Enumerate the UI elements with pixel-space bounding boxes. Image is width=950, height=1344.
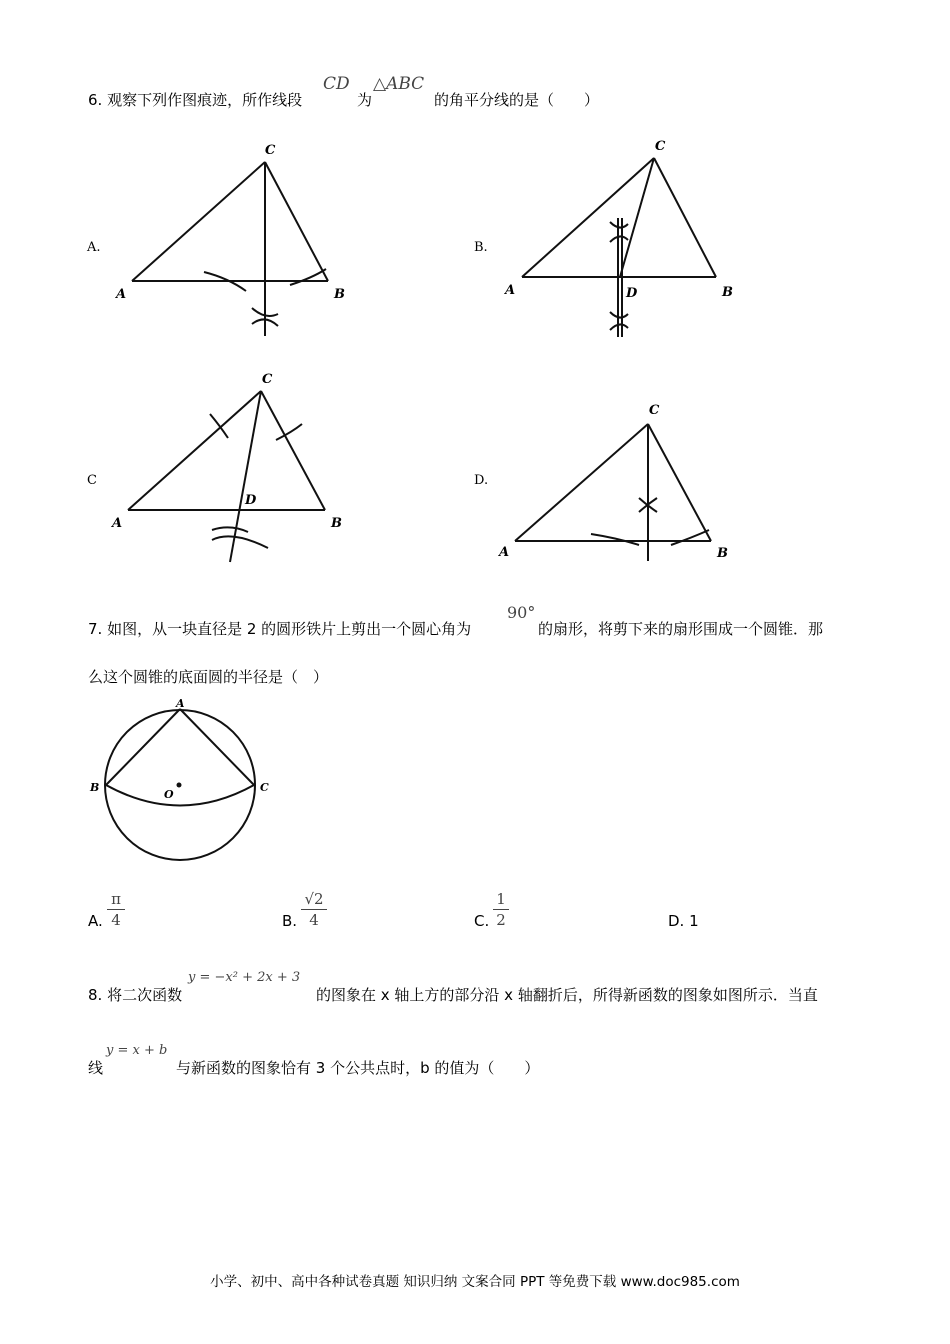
q8-line-equation: y = x + b — [106, 1043, 168, 1058]
q8-line1-suffix: 的图象在 x 轴上方的部分沿 x 轴翻折后，所得新函数的图象如图所示．当直 — [316, 986, 818, 1004]
q6d-point-c: C — [649, 403, 660, 418]
q6a-point-b: B — [334, 287, 345, 302]
q7-point-a: A — [176, 697, 185, 710]
q7-option-b-num: √2 — [304, 890, 324, 908]
q7-option-a-den: 4 — [111, 911, 121, 929]
q6-word-wei: 为 — [357, 91, 373, 109]
q7-option-a-num: π — [111, 890, 121, 908]
q6d-point-b: B — [717, 546, 728, 561]
q7-option-c-label: C. — [474, 912, 490, 930]
q7-option-b-fraction — [301, 890, 327, 929]
q6b-point-d: D — [626, 286, 638, 301]
q7-option-b-label: B. — [282, 912, 298, 930]
q7-point-b: B — [90, 781, 100, 794]
q6-option-a-label: A. — [87, 240, 101, 255]
q6-triangle-abc: △ABC — [373, 74, 425, 94]
q7-option-a-fraction — [107, 890, 125, 929]
q6c-point-c: C — [262, 372, 273, 387]
q6-stem-suffix: 的角平分线的是（ ） — [434, 91, 600, 109]
q6-figure-c — [100, 368, 360, 568]
q7-line2: 么这个圆锥的底面圆的半径是（ ） — [88, 668, 329, 686]
q6b-point-a: A — [505, 283, 516, 298]
q7-option-a-label: A. — [88, 912, 103, 930]
q6-option-b-label: B. — [474, 240, 488, 255]
page-footer: 小学、初中、高中各种试卷真题 知识归纳 文案合同 PPT 等免费下载 www.doc985.com — [210, 1274, 740, 1290]
q7-point-o: O — [164, 788, 174, 801]
q6-figure-b — [500, 132, 760, 342]
q6-option-c-label: C — [87, 473, 97, 488]
q7-option-b-den: 4 — [309, 911, 319, 929]
q6-segment-cd: CD — [323, 74, 350, 94]
q6c-point-b: B — [331, 516, 342, 531]
q6a-point-c: C — [265, 143, 276, 158]
q7-option-c-den: 2 — [496, 911, 506, 929]
q6a-point-a: A — [116, 287, 127, 302]
q8-line2-suffix: 与新函数的图象恰有 3 个公共点时，b 的值为（ ） — [176, 1059, 540, 1077]
q6-figure-a — [100, 138, 360, 338]
q7-figure-circle-sector — [88, 694, 288, 864]
q7-option-c-num: 1 — [496, 890, 506, 908]
q6-option-d-label: D. — [474, 473, 489, 488]
q7-line1-suffix: 的扇形，将剪下来的扇形围成一个圆锥．那 — [538, 620, 824, 638]
q6b-point-b: B — [722, 285, 733, 300]
q6c-point-a: A — [112, 516, 123, 531]
q7-option-d: D. 1 — [668, 912, 699, 930]
q7-point-c: C — [260, 781, 269, 794]
q8-line2-prefix: 线 — [88, 1059, 104, 1077]
q6-figure-d — [495, 398, 755, 598]
q6b-point-c: C — [655, 139, 666, 154]
q6-stem-prefix: 6. 观察下列作图痕迹，所作线段 — [88, 91, 303, 109]
q7-option-c-fraction — [493, 890, 509, 929]
q7-angle: 90° — [507, 603, 536, 622]
q7-line1-prefix: 7. 如图，从一块直径是 2 的圆形铁片上剪出一个圆心角为 — [88, 620, 472, 638]
q6c-point-d: D — [245, 493, 257, 508]
q6d-point-a: A — [499, 545, 510, 560]
q8-quadratic-function: y = −x² + 2x + 3 — [188, 970, 301, 985]
q8-line1-prefix: 8. 将二次函数 — [88, 986, 183, 1004]
